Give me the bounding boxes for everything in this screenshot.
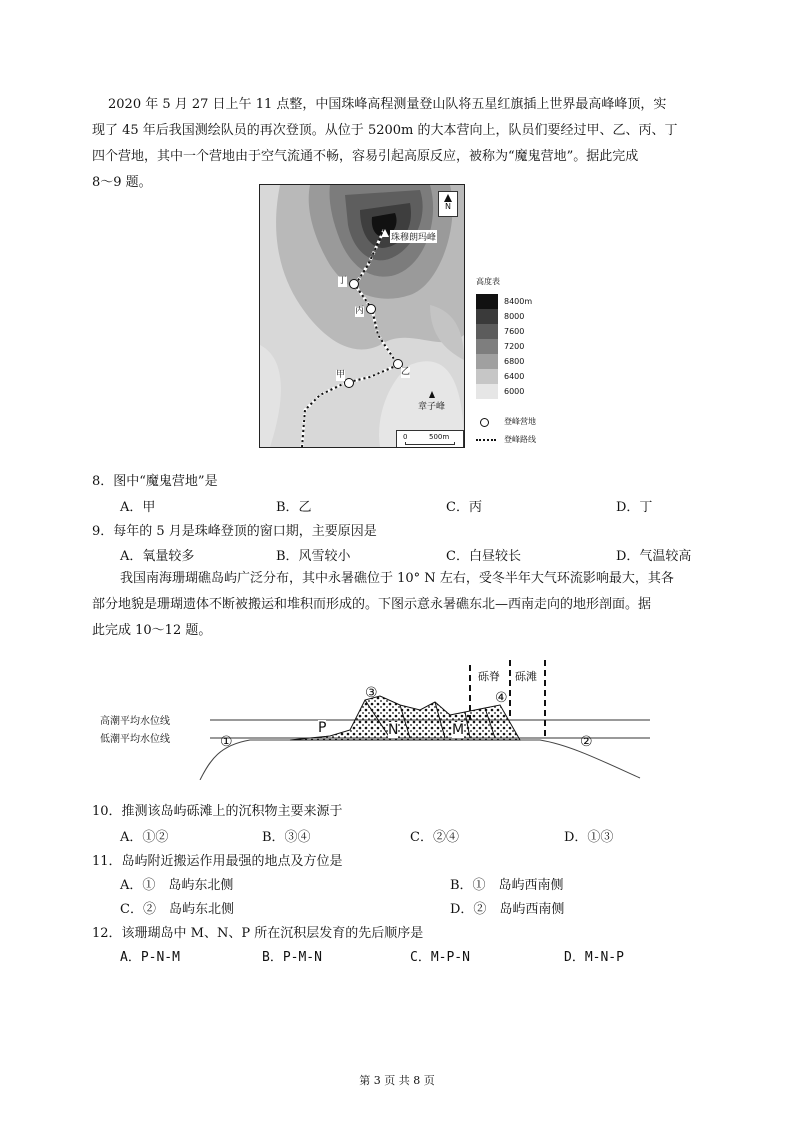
intro1-line: 现了 45 年后我国测绘队员的再次登顶。从位于 5200m 的大本营向上，队员们要经过甲、乙、丙、丁 bbox=[92, 123, 678, 138]
q8-option-b: B．乙 bbox=[276, 500, 312, 515]
q9-option-a: A．氧量较多 bbox=[120, 549, 195, 564]
legend-color-block bbox=[476, 354, 498, 369]
camp-bing-label: 丙 bbox=[355, 306, 365, 316]
zhangzi-peak-marker-icon bbox=[429, 391, 435, 398]
camp-ding-label: 丁 bbox=[338, 276, 348, 286]
q11-option-b: B．① 岛屿西南侧 bbox=[450, 878, 564, 893]
q12-option-d: D．M-N-P bbox=[564, 950, 624, 965]
camp-jia-marker bbox=[344, 378, 354, 388]
legend-swatch bbox=[476, 294, 556, 309]
q9-option-c: C．白昼较长 bbox=[446, 549, 521, 564]
legend-color-block bbox=[476, 294, 498, 309]
q10-option-b: B．③④ bbox=[262, 830, 311, 845]
camp-legend-icon bbox=[480, 418, 489, 427]
legend-color-block bbox=[476, 339, 498, 354]
marker-4: ④ bbox=[495, 690, 508, 706]
legend-swatch bbox=[476, 369, 556, 384]
question-9-stem: 9．每年的 5 月是珠峰登顶的窗口期，主要原因是 bbox=[92, 524, 377, 539]
scale-bar bbox=[396, 430, 464, 448]
legend-swatch bbox=[476, 309, 556, 324]
intro1-line: 8～9 题。 bbox=[92, 175, 152, 190]
legend-level-label: 8000 bbox=[504, 312, 525, 321]
zhangzi-peak-label: 章子峰 bbox=[418, 402, 446, 412]
q10-option-d: D．①③ bbox=[564, 830, 614, 845]
intro2-line: 我国南海珊瑚礁岛屿广泛分布，其中永暑礁位于 10° N 左右，受冬半年大气环流影响最大，其各 bbox=[120, 571, 674, 586]
legend-color-block bbox=[476, 324, 498, 339]
camp-yi-label: 乙 bbox=[401, 367, 411, 377]
legend-swatch bbox=[476, 384, 556, 399]
layer-p-label: P bbox=[318, 720, 327, 736]
page-number: 第 3 页 共 8 页 bbox=[359, 1074, 435, 1087]
camp-legend-label: 登峰营地 bbox=[504, 417, 536, 426]
legend-color-block bbox=[476, 369, 498, 384]
question-12-stem: 12．该珊瑚岛中 M、N、P 所在沉积层发育的先后顺序是 bbox=[92, 926, 424, 941]
reef-profile-diagram bbox=[100, 660, 660, 780]
route-legend-icon bbox=[476, 439, 496, 441]
legend-swatch bbox=[476, 339, 556, 354]
intro-paragraph-2 bbox=[92, 566, 712, 644]
q8-option-d: D．丁 bbox=[616, 500, 653, 515]
question-8-stem: 8．图中“魔鬼营地”是 bbox=[92, 474, 218, 489]
legend-swatch bbox=[476, 354, 556, 369]
q11-option-c: C．② 岛屿东北侧 bbox=[120, 902, 234, 917]
camp-jia-label: 甲 bbox=[336, 370, 346, 380]
intro-paragraph-1 bbox=[92, 92, 688, 196]
high-tide-label: 高潮平均水位线 bbox=[100, 716, 170, 727]
legend-level-label: 6000 bbox=[504, 387, 525, 396]
legend-swatch bbox=[476, 324, 556, 339]
scale-500m: 500m bbox=[429, 433, 450, 441]
legend-level-label: 7600 bbox=[504, 327, 525, 336]
legend-title: 高度表 bbox=[476, 277, 500, 286]
q11-option-d: D．② 岛屿西南侧 bbox=[450, 902, 565, 917]
legend-level-label: 7200 bbox=[504, 342, 525, 351]
q12-option-a: A．P-N-M bbox=[120, 950, 180, 965]
q12-option-b: B．P-M-N bbox=[262, 950, 322, 965]
profile-drawing bbox=[100, 660, 660, 780]
intro1-line: 2020 年 5 月 27 日上午 11 点整，中国珠峰高程测量登山队将五星红旗插上世界最高峰峰顶，实 bbox=[108, 97, 667, 112]
q10-option-c: C．②④ bbox=[410, 830, 459, 845]
marker-3: ③ bbox=[365, 685, 378, 701]
layer-m-label: M bbox=[452, 722, 465, 738]
gravel-beach-label: 砾滩 bbox=[515, 670, 537, 683]
everest-topographic-map bbox=[259, 184, 465, 448]
altitude-legend bbox=[474, 276, 564, 446]
route-legend-label: 登峰路线 bbox=[504, 435, 536, 444]
camp-ding-marker bbox=[349, 279, 359, 289]
legend-level-label: 6400 bbox=[504, 372, 525, 381]
north-label: N bbox=[445, 202, 451, 211]
peak-label: 珠穆朗玛峰 bbox=[390, 230, 437, 243]
q8-option-c: C．丙 bbox=[446, 500, 482, 515]
question-10-stem: 10．推测该岛屿砾滩上的沉积物主要来源于 bbox=[92, 804, 343, 819]
marker-2: ② bbox=[580, 734, 593, 750]
low-tide-label: 低潮平均水位线 bbox=[100, 734, 170, 745]
q12-option-c: C．M-P-N bbox=[410, 950, 470, 965]
intro2-line: 部分地貌是珊瑚遗体不断被搬运和堆积而形成的。下图示意永暑礁东北—西南走向的地形剖面。据 bbox=[92, 597, 652, 612]
legend-color-block bbox=[476, 384, 498, 399]
q9-option-b: B．风雪较小 bbox=[276, 549, 351, 564]
q9-option-d: D．气温较高 bbox=[616, 549, 692, 564]
legend-level-label: 8400m bbox=[504, 297, 533, 306]
scale-zero: 0 bbox=[403, 433, 408, 441]
gravel-ridge-label: 砾脊 bbox=[478, 670, 500, 683]
q11-option-a: A．① 岛屿东北侧 bbox=[120, 878, 234, 893]
marker-1: ① bbox=[220, 734, 233, 750]
peak-marker-icon bbox=[381, 229, 389, 237]
q10-option-a: A．①② bbox=[120, 830, 169, 845]
camp-bing-marker bbox=[366, 304, 376, 314]
legend-color-block bbox=[476, 309, 498, 324]
legend-swatches bbox=[476, 294, 556, 399]
layer-n-label: N bbox=[388, 722, 399, 738]
north-arrow-icon bbox=[438, 191, 458, 217]
intro1-line: 四个营地，其中一个营地由于空气流通不畅，容易引起高原反应，被称为“魔鬼营地”。据此完成 bbox=[92, 149, 639, 164]
q8-option-a: A．甲 bbox=[120, 500, 156, 515]
legend-level-label: 6800 bbox=[504, 357, 525, 366]
intro2-line: 此完成 10～12 题。 bbox=[92, 623, 212, 638]
question-11-stem: 11．岛屿附近搬运作用最强的地点及方位是 bbox=[92, 854, 343, 869]
